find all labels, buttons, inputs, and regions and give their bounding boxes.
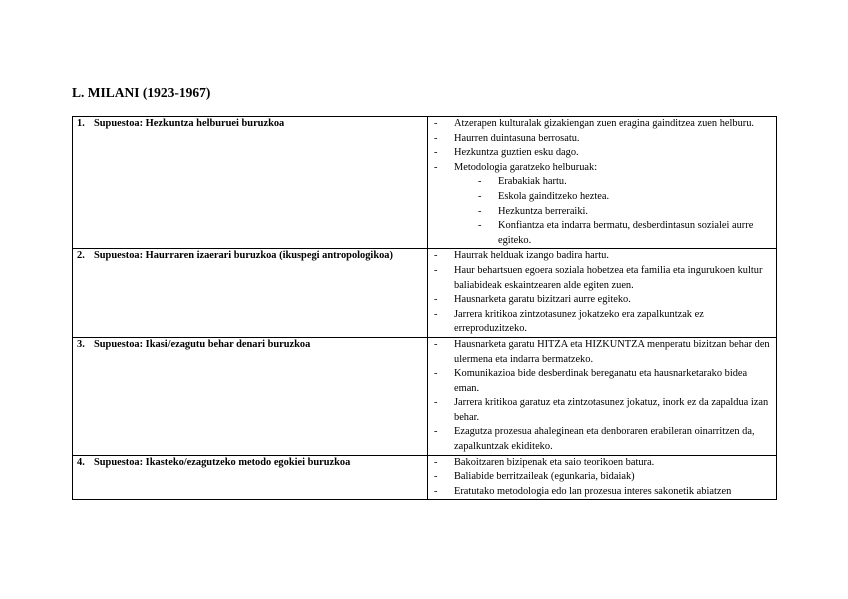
list-item [432, 456, 772, 471]
dash-bullet: - [434, 368, 438, 380]
list-item-text [454, 470, 772, 485]
list-item-label: Haurren duintasuna berrosatu. [454, 132, 580, 144]
items-cell [428, 117, 777, 249]
table-row [73, 117, 777, 249]
list-item-text [454, 293, 772, 308]
dash-bullet: - [434, 456, 438, 468]
list-item-text [454, 338, 772, 367]
dash-bullet: - [478, 190, 482, 202]
list-item-label: Atzerapen kulturalak gizakiengan zuen eragina gainditzea zuen helburu. [454, 118, 755, 129]
row-heading: Supuestoa: Ikasteko/ezagutzeko metodo egokiei buruzkoa [94, 456, 351, 468]
sub-bullet-list [454, 175, 772, 248]
sub-list-item-text: Konfiantza eta indarra bermatu, desberdintasun sozialei aurre egiteko. [498, 220, 754, 246]
supuestoa-heading [77, 249, 423, 264]
row-heading: Supuestoa: Haurraren izaerari buruzkoa (ikuspegi antropologikoa) [94, 250, 393, 262]
dash-bullet: - [478, 205, 482, 217]
dash-bullet: - [434, 397, 438, 409]
list-item-label: Eratutako metodologia edo lan prozesua interes sakonetik abiatzen [454, 485, 732, 497]
items-cell [428, 249, 777, 338]
dash-bullet: - [434, 147, 438, 159]
list-item-label: Baliabide berritzaileak (egunkaria, bidaiak) [454, 471, 635, 483]
bullet-list [432, 117, 772, 248]
sub-list-item [476, 219, 772, 248]
bullet-list [432, 338, 772, 455]
table-row [73, 337, 777, 455]
dash-bullet: - [434, 161, 438, 173]
list-item-text [454, 132, 772, 147]
dash-bullet: - [434, 308, 438, 320]
dash-bullet: - [434, 471, 438, 483]
document-title: L. MILANI (1923-1967) [72, 85, 211, 100]
list-item [432, 146, 772, 161]
dash-bullet: - [434, 485, 438, 497]
dash-bullet: - [434, 264, 438, 276]
list-item [432, 338, 772, 367]
dash-bullet: - [478, 176, 482, 188]
supuestoa-cell [73, 117, 428, 249]
list-item-text [454, 117, 772, 132]
supuestoak-table [72, 116, 777, 500]
supuestoa-cell [73, 455, 428, 500]
row-heading: Supuestoa: Hezkuntza helburuei buruzkoa [94, 118, 285, 129]
list-item [432, 249, 772, 264]
list-item [432, 293, 772, 308]
list-item-label: Hausnarketa garatu HITZA eta HIZKUNTZA menperatu bizitzan behar den ulermena eta indarra bermatzeko. [454, 338, 770, 365]
row-number: 3. [77, 338, 85, 350]
bullet-list [432, 456, 772, 500]
items-cell [428, 455, 777, 500]
list-item [432, 485, 772, 500]
list-item-label: Metodologia garatzeko helburuak: [454, 161, 598, 173]
dash-bullet: - [434, 118, 438, 129]
list-item-label: Haurrak helduak izango badira hartu. [454, 250, 609, 262]
list-item-text [454, 456, 772, 471]
list-item-label: Komunikazioa bide desberdinak bereganatu eta hausnarketarako bidea eman. [454, 368, 748, 394]
list-item-label: Haur behartsuen egoera soziala hobetzea eta familia eta ingurukoen kultur baliabideak eskaintzearen alde egiten zuen. [454, 264, 763, 291]
sub-list-item-text: Hezkuntza berreraiki. [498, 205, 588, 217]
list-item-text [454, 425, 772, 454]
list-item [432, 396, 772, 425]
sub-list-item-text: Erabakiak hartu. [498, 176, 567, 188]
row-number: 4. [77, 456, 85, 468]
sub-list-item [476, 190, 772, 205]
list-item-text [454, 161, 772, 249]
list-item [432, 470, 772, 485]
list-item [432, 161, 772, 249]
list-item-label: Bakoitzaren bizipenak eta saio teorikoen batura. [454, 456, 655, 468]
list-item-label: Ezagutza prozesua ahaleginean eta denboraren erabileran oinarritzen da, zapalkuntzak ekiditeko. [454, 426, 755, 453]
sub-list-item-text: Eskola gainditzeko heztea. [498, 190, 610, 202]
supuestoa-heading [77, 338, 423, 353]
table-row [73, 249, 777, 338]
dash-bullet: - [434, 294, 438, 306]
list-item [432, 308, 772, 337]
list-item [432, 117, 772, 132]
list-item-text [454, 308, 772, 337]
list-item [432, 132, 772, 147]
dash-bullet: - [478, 220, 482, 232]
list-item-text [454, 485, 772, 500]
dash-bullet: - [434, 426, 438, 438]
row-number: 2. [77, 250, 85, 262]
list-item [432, 425, 772, 454]
supuestoa-heading [77, 117, 423, 132]
items-cell [428, 337, 777, 455]
list-item [432, 264, 772, 293]
list-item-label: Jarrera kritikoa zintzotasunez jokatzeko era zapalkuntzak ez erreproduzitzeko. [454, 308, 704, 335]
list-item-text [454, 249, 772, 264]
list-item-text [454, 396, 772, 425]
bullet-list [432, 249, 772, 337]
row-number: 1. [77, 118, 85, 129]
supuestoa-cell [73, 249, 428, 338]
dash-bullet: - [434, 338, 438, 350]
list-item-label: Jarrera kritikoa garatuz eta zintzotasunez jokatuz, inork ez da zapaldua izan behar. [454, 397, 769, 423]
list-item-label: Hezkuntza guztien esku dago. [454, 147, 579, 159]
list-item [432, 367, 772, 396]
list-item-text [454, 367, 772, 396]
list-item-text [454, 264, 772, 293]
row-heading: Supuestoa: Ikasi/ezagutu behar denari buruzkoa [94, 338, 311, 350]
sub-list-item [476, 175, 772, 190]
dash-bullet: - [434, 132, 438, 144]
list-item-text [454, 146, 772, 161]
supuestoa-cell [73, 337, 428, 455]
supuestoa-heading [77, 456, 423, 471]
list-item-label: Hausnarketa garatu bizitzari aurre egiteko. [454, 294, 631, 306]
dash-bullet: - [434, 250, 438, 262]
sub-list-item [476, 205, 772, 220]
table-row [73, 455, 777, 500]
